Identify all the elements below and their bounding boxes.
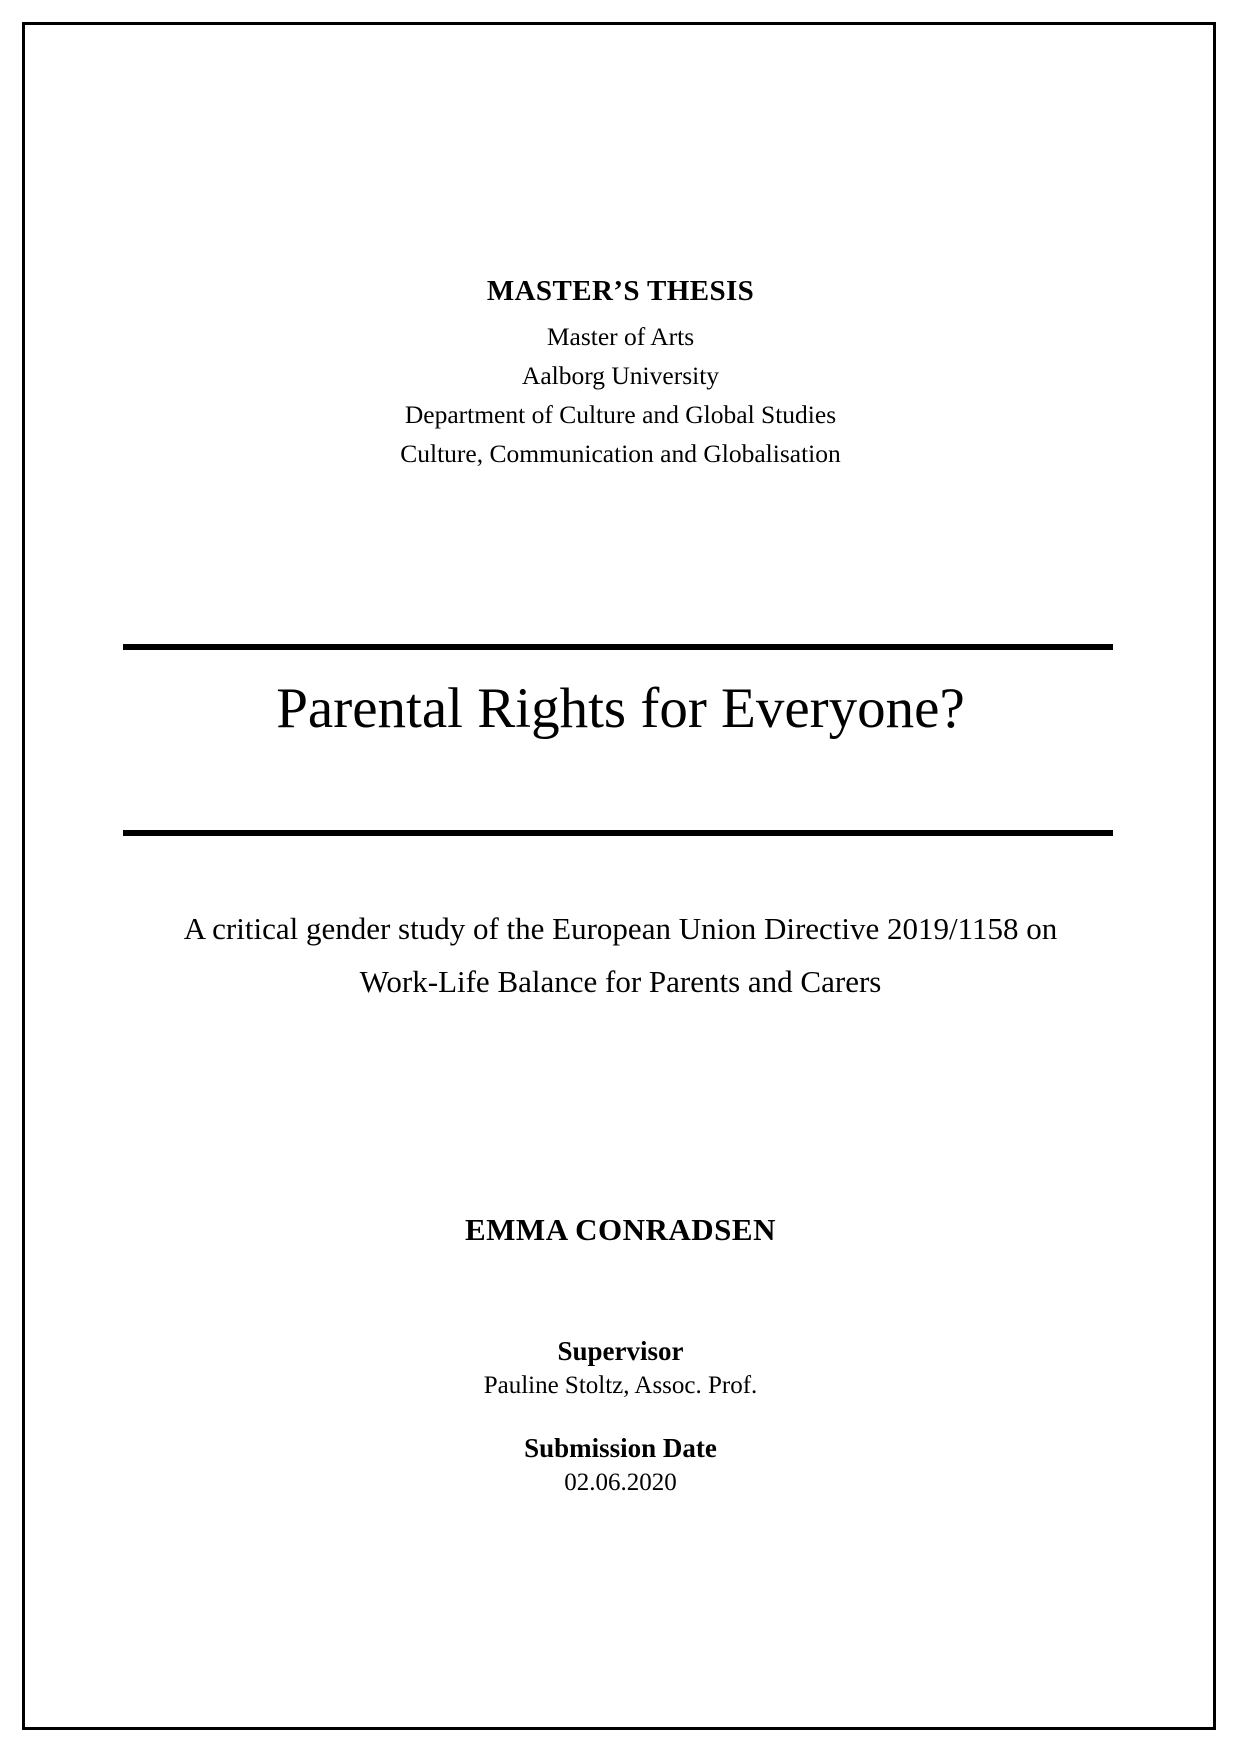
subtitle-line-2: Work-Life Balance for Parents and Carers bbox=[359, 964, 882, 1000]
submission-date-label: Submission Date bbox=[524, 1433, 717, 1464]
subtitle-line-1: A critical gender study of the European Union Directive 2019/1158 on bbox=[183, 911, 1058, 946]
degree-line: Master of Arts bbox=[546, 322, 695, 352]
university-line: Aalborg University bbox=[521, 361, 720, 391]
credits-block bbox=[0, 1334, 1241, 1499]
author-name: EMMA CONRADSEN bbox=[465, 1212, 776, 1247]
supervisor-name: Pauline Stoltz, Assoc. Prof. bbox=[483, 1372, 758, 1400]
supervisor-label: Supervisor bbox=[557, 1336, 684, 1366]
supervisor-group bbox=[0, 1334, 1241, 1402]
subtitle bbox=[140, 902, 1101, 1009]
department-line: Department of Culture and Global Studies bbox=[404, 399, 837, 429]
header-block bbox=[0, 272, 1241, 473]
title-rule-bottom bbox=[123, 830, 1113, 836]
thesis-kind-heading: MASTER’S THESIS bbox=[486, 275, 755, 307]
submission-date-value: 02.06.2020 bbox=[564, 1469, 677, 1497]
programme-line: Culture, Communication and Globalisation bbox=[400, 438, 841, 468]
submission-group bbox=[0, 1431, 1241, 1499]
page-title: Parental Rights for Everyone? bbox=[276, 677, 965, 740]
title-rule-top bbox=[123, 644, 1113, 650]
